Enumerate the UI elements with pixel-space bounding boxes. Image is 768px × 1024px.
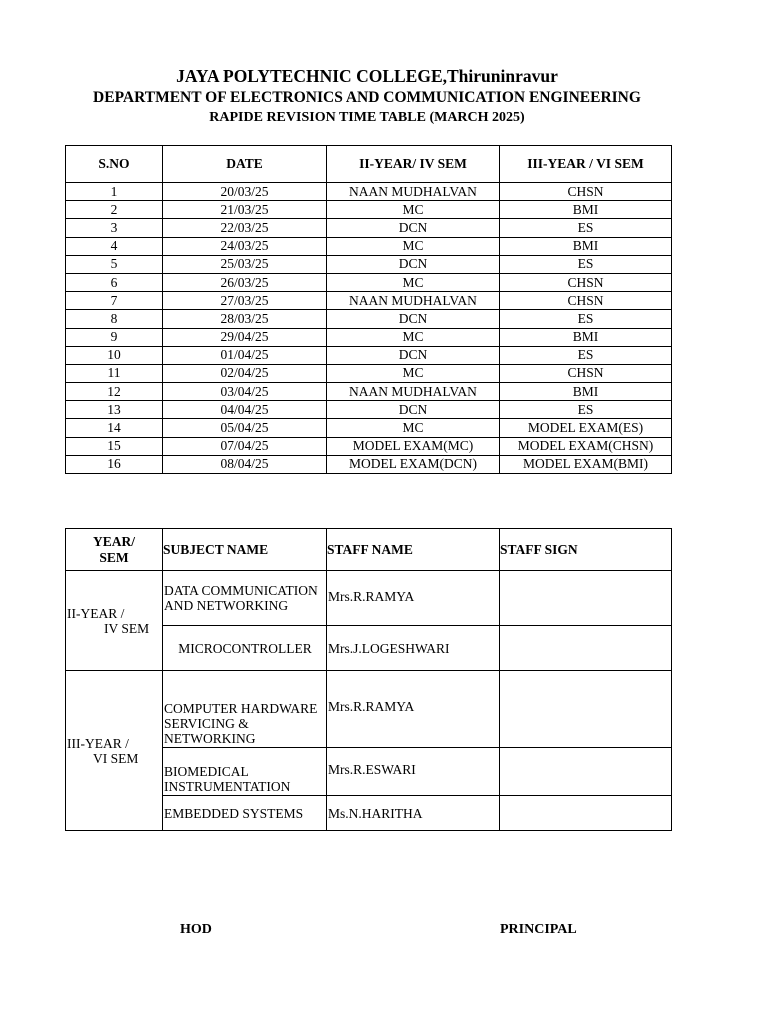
third-year-cell: BMI [500,237,672,255]
timetable-row [66,237,672,255]
timetable-header-row [66,146,672,183]
third-year-cell: BMI [500,328,672,346]
subject-cell: BIOMEDICAL INSTRUMENTATION [163,748,327,796]
revision-timetable [65,145,672,474]
second-year-cell: DCN [327,219,500,237]
subject-cell: DATA COMMUNICATION AND NETWORKING [163,571,327,626]
date-cell: 03/04/25 [163,383,327,401]
third-year-cell: CHSN [500,273,672,291]
sno-cell: 11 [66,364,163,382]
timetable-row [66,183,672,201]
sign-cell[interactable] [500,671,672,748]
third-year-cell: ES [500,219,672,237]
date-cell: 26/03/25 [163,273,327,291]
third-year-cell: MODEL EXAM(BMI) [500,455,672,473]
sno-cell: 6 [66,273,163,291]
second-year-cell: MODEL EXAM(MC) [327,437,500,455]
column-header-year-sem [66,529,163,571]
sno-cell: 1 [66,183,163,201]
third-year-cell: CHSN [500,364,672,382]
sno-cell: 16 [66,455,163,473]
date-cell: 24/03/25 [163,237,327,255]
hod-signature-label: HOD [180,922,212,937]
year-label: III-YEAR / [67,735,129,751]
subject-cell: MICROCONTROLLER [163,626,327,671]
year-sem-line2: SEM [99,549,129,565]
staff-cell: Mrs.R.ESWARI [327,748,500,796]
date-cell: 02/04/25 [163,364,327,382]
department-name: DEPARTMENT OF ELECTRONICS AND COMMUNICATION ENGINEERING [93,89,641,106]
timetable-row [66,401,672,419]
second-year-cell: NAAN MUDHALVAN [327,383,500,401]
staff-table [65,528,672,831]
year-sem-line1: YEAR/ [92,533,135,549]
date-cell: 04/04/25 [163,401,327,419]
staff-row [66,571,672,626]
third-year-cell: ES [500,401,672,419]
column-header-second-year: II-YEAR/ IV SEM [327,146,500,183]
sno-cell: 14 [66,419,163,437]
timetable-row [66,437,672,455]
date-cell: 25/03/25 [163,255,327,273]
second-year-cell: MC [327,328,500,346]
staff-cell: Mrs.R.RAMYA [327,671,500,748]
second-year-cell: NAAN MUDHALVAN [327,183,500,201]
timetable-row [66,201,672,219]
sno-cell: 3 [66,219,163,237]
sign-cell[interactable] [500,748,672,796]
date-cell: 28/03/25 [163,310,327,328]
timetable-row [66,328,672,346]
year-sem-cell-second-year [66,571,163,671]
sno-cell: 10 [66,346,163,364]
second-year-cell: MODEL EXAM(DCN) [327,455,500,473]
college-name: JAYA POLYTECHNIC COLLEGE,Thiruninravur [176,66,558,86]
second-year-cell: MC [327,419,500,437]
staff-cell: Mrs.J.LOGESHWARI [327,626,500,671]
timetable-row [66,310,672,328]
sno-cell: 5 [66,255,163,273]
timetable-body [66,183,672,474]
date-cell: 05/04/25 [163,419,327,437]
third-year-cell: MODEL EXAM(CHSN) [500,437,672,455]
staff-cell: Ms.N.HARITHA [327,796,500,831]
timetable-row [66,255,672,273]
sno-cell: 7 [66,292,163,310]
second-year-cell: DCN [327,255,500,273]
column-header-sno: S.NO [66,146,163,183]
second-year-cell: MC [327,237,500,255]
column-header-subject: SUBJECT NAME [163,529,327,571]
sno-cell: 12 [66,383,163,401]
column-header-staff: STAFF NAME [327,529,500,571]
sno-cell: 13 [66,401,163,419]
third-year-cell: BMI [500,201,672,219]
timetable-row [66,292,672,310]
sign-cell[interactable] [500,796,672,831]
staff-header-row [66,529,672,571]
date-cell: 27/03/25 [163,292,327,310]
sno-cell: 2 [66,201,163,219]
timetable-row [66,219,672,237]
date-cell: 22/03/25 [163,219,327,237]
second-year-cell: MC [327,273,500,291]
third-year-cell: MODEL EXAM(ES) [500,419,672,437]
sign-cell[interactable] [500,571,672,626]
year-sem-cell-third-year [66,671,163,831]
second-year-cell: MC [327,201,500,219]
principal-signature-label: PRINCIPAL [500,922,577,937]
staff-row [66,671,672,748]
sno-cell: 8 [66,310,163,328]
third-year-cell: ES [500,310,672,328]
sno-cell: 9 [66,328,163,346]
date-cell: 21/03/25 [163,201,327,219]
date-cell: 20/03/25 [163,183,327,201]
second-year-cell: NAAN MUDHALVAN [327,292,500,310]
staff-cell: Mrs.R.RAMYA [327,571,500,626]
year-label: II-YEAR / [67,605,125,621]
second-year-cell: DCN [327,401,500,419]
sign-cell[interactable] [500,626,672,671]
timetable-row [66,346,672,364]
timetable-title: RAPIDE REVISION TIME TABLE (MARCH 2025) [209,110,525,125]
second-year-cell: DCN [327,310,500,328]
timetable-row [66,455,672,473]
second-year-cell: MC [327,364,500,382]
timetable-row [66,419,672,437]
third-year-cell: ES [500,346,672,364]
column-header-date: DATE [163,146,327,183]
subject-cell: COMPUTER HARDWARE SERVICING & NETWORKING [163,671,327,748]
third-year-cell: CHSN [500,183,672,201]
sem-label: VI SEM [93,750,139,766]
subject-cell: EMBEDDED SYSTEMS [163,796,327,831]
column-header-sign: STAFF SIGN [500,529,672,571]
third-year-cell: ES [500,255,672,273]
date-cell: 29/04/25 [163,328,327,346]
sno-cell: 15 [66,437,163,455]
timetable-row [66,364,672,382]
date-cell: 07/04/25 [163,437,327,455]
timetable-row [66,273,672,291]
date-cell: 08/04/25 [163,455,327,473]
date-cell: 01/04/25 [163,346,327,364]
timetable-row [66,383,672,401]
column-header-third-year: III-YEAR / VI SEM [500,146,672,183]
sem-label: IV SEM [104,620,150,636]
second-year-cell: DCN [327,346,500,364]
third-year-cell: CHSN [500,292,672,310]
sno-cell: 4 [66,237,163,255]
third-year-cell: BMI [500,383,672,401]
